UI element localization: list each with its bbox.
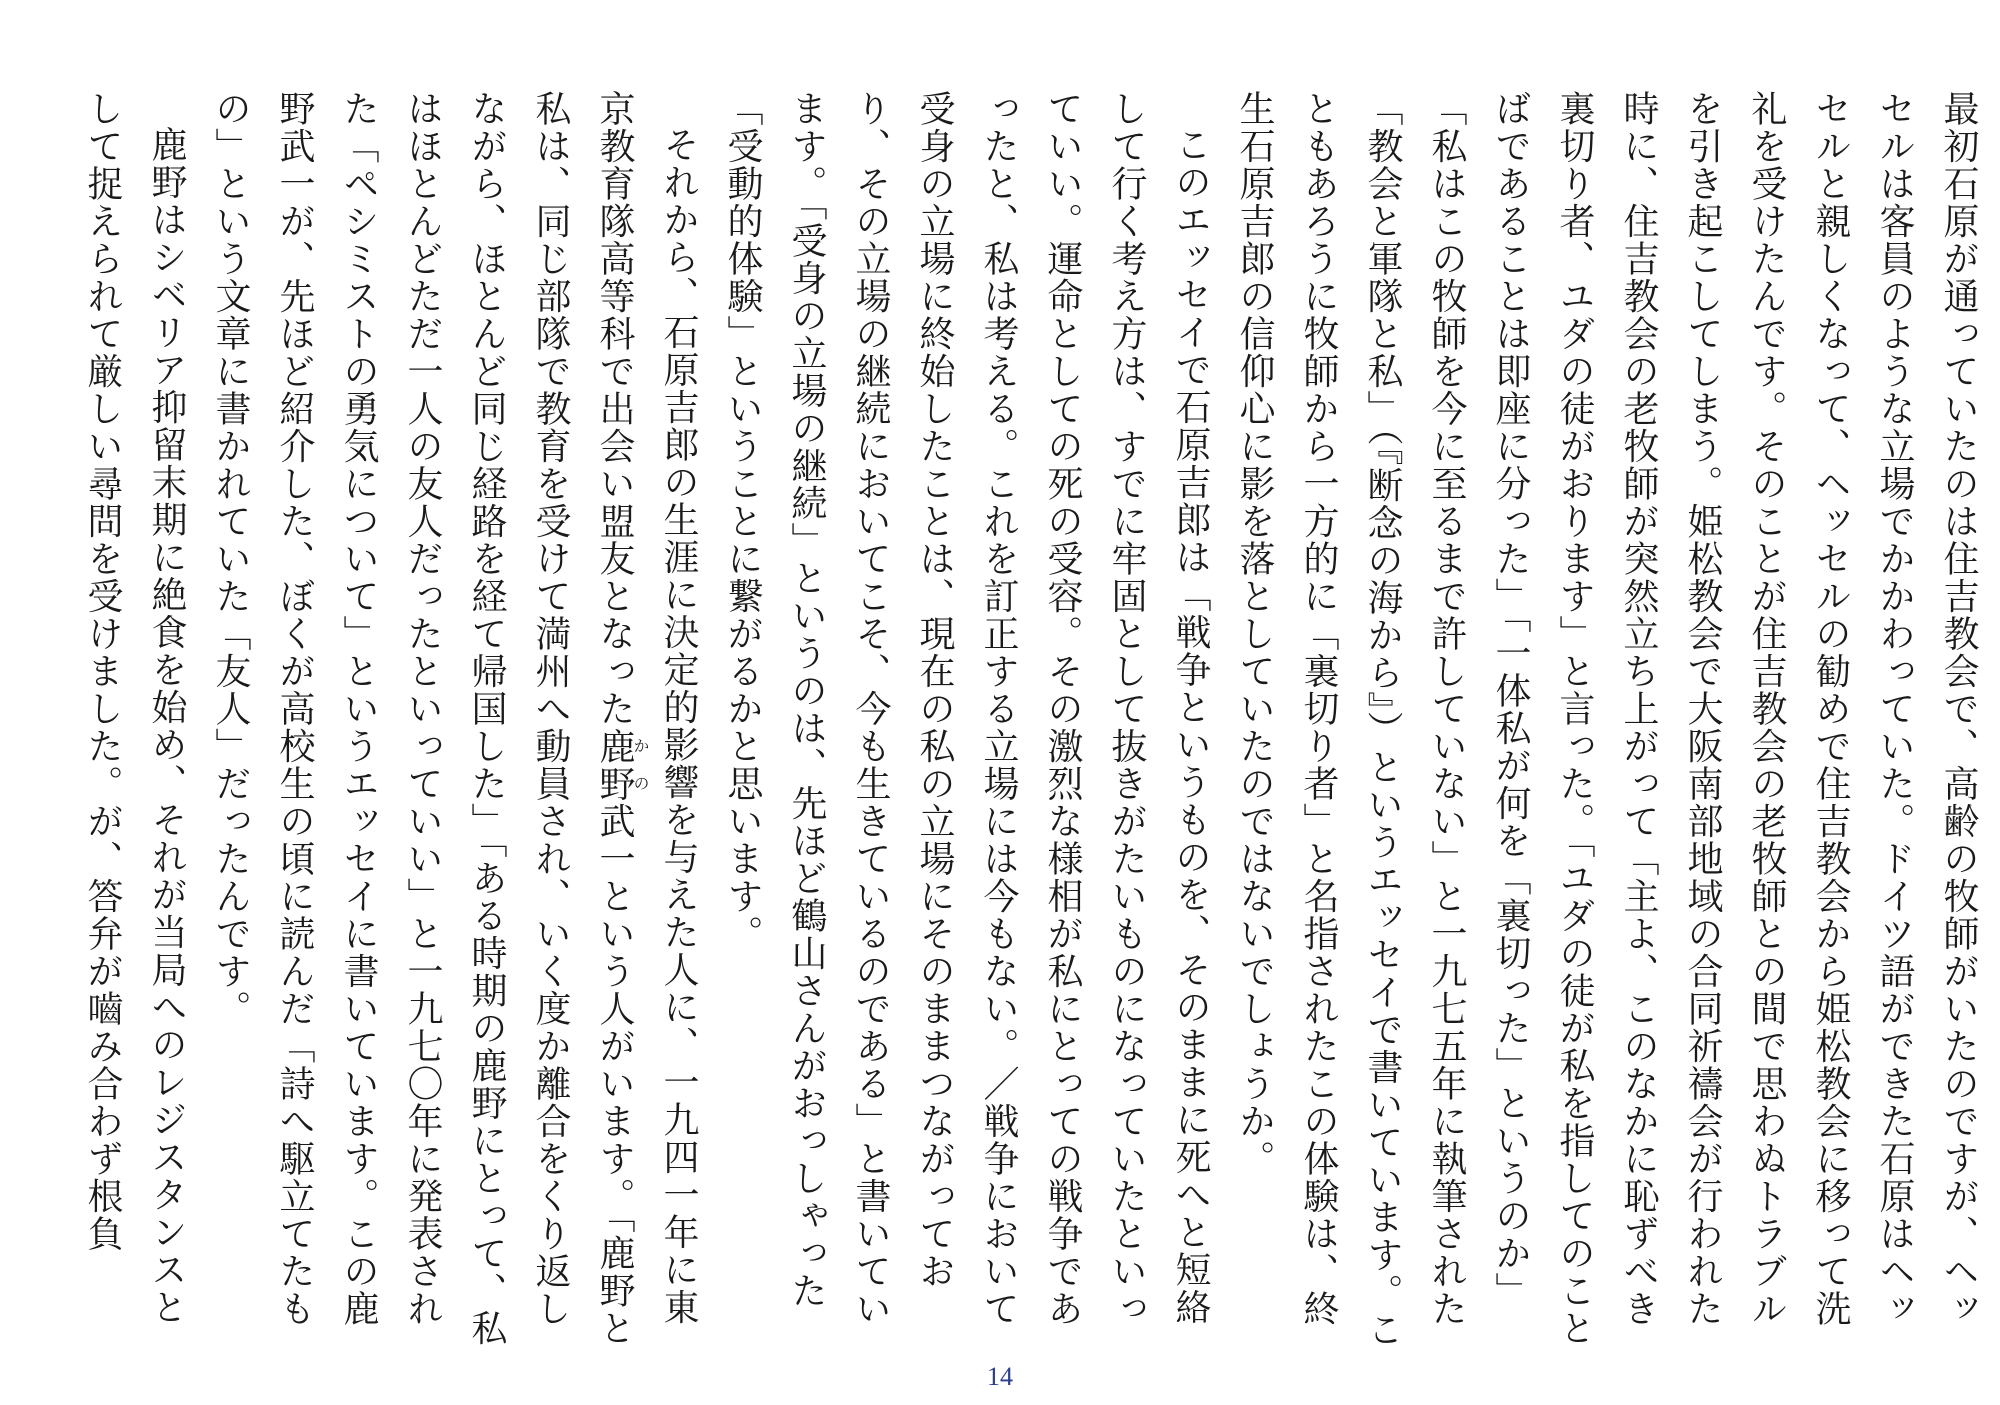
paragraph-text-after-ruby: 武一という人がいます。「鹿野と私は、同じ部隊で教育を受けて満州へ動員され、いく度か離合をくり返しながら、ほとんど同じ経路を経て帰国した」「ある時期の鹿野にとって、私はほとんどただ一人の友人だったといっていい」と一九七〇年に発表された「ペシミストの勇気について」というエッセイに書いています。この鹿野武一が、先ほど紹介した、ぼくが高校生の頃に読んだ「詩へ駆立てたもの」という文章に書かれていた「友人」だったんです。 [210,90,635,1347]
ruby-base: 鹿野 [594,727,635,803]
ruby-kano [594,727,650,803]
paragraph-ishihara-church: 最初石原が通っていたのは住吉教会で、高齢の牧師がいたのですが、ヘッセルは客員のような立場でかかわっていた。ドイツ語ができた石原はヘッセルと親しくなって、ヘッセルの勧めで住吉教会から姫松教会に移って洗礼を受けたんです。そのことが住吉教会の老牧師との間で思わぬトラブルを引き起こしてしまう。姫松教会で大阪南部地域の合同祈禱会が行われた時に、住吉教会の老牧師が突然立ち上がって「主よ、このなかに恥ずべき裏切り者、ユダの徒がおります」と言った。「ユダの徒が私を指してのことばであることは即座に分った」「一体私が何を「裏切った」というのか」「私はこの牧師を今に至るまで許していない」と一九七五年に執筆された「教会と軍隊と私」（『断念の海から』）というエッセイで書いています。こともあろうに牧師から一方的に「裏切り者」と名指されたこの体験は、終生石原吉郎の信仰心に影を落としていたのではないでしょうか。 [1234,90,1979,1349]
ruby-reading: かの [631,727,650,803]
paragraph-kano-takeichi [198,90,710,1350]
page-number: 14 [987,1362,1013,1391]
paragraph-text-before-ruby: それから、石原吉郎の生涯に決定的影響を与えた人に、一九四一年に東京教育隊高等科で出会い盟友となった [594,90,699,1326]
paragraph-essay-quote: このエッセイで石原吉郎は「戦争というものを、そのままに死へと短絡して行く考え方は、すでに牢固として抜きがたいものになっていたといっていい。運命としての死の受容。その激烈な様相が私にとっての戦争であったと、私は考える。これを訂正する立場には今もない。／戦争において受身の立場に終始したことは、現在の私の立場にそのままつながっており、その立場の継続においてこそ、今も生きているのである」と書いています。「受身の立場の継続」というのは、先ほど鶴山さんがおっしゃった「受動的体験」ということに繋がるかと思います。 [722,90,1211,1328]
body-text [10,90,1990,1350]
paragraph-siberia: 鹿野はシベリア抑留末期に絶食を始め、それが当局へのレジスタンスとして捉えられて厳しい尋問を受けました。が、答弁が嚙み合わず根負 [82,90,187,1326]
